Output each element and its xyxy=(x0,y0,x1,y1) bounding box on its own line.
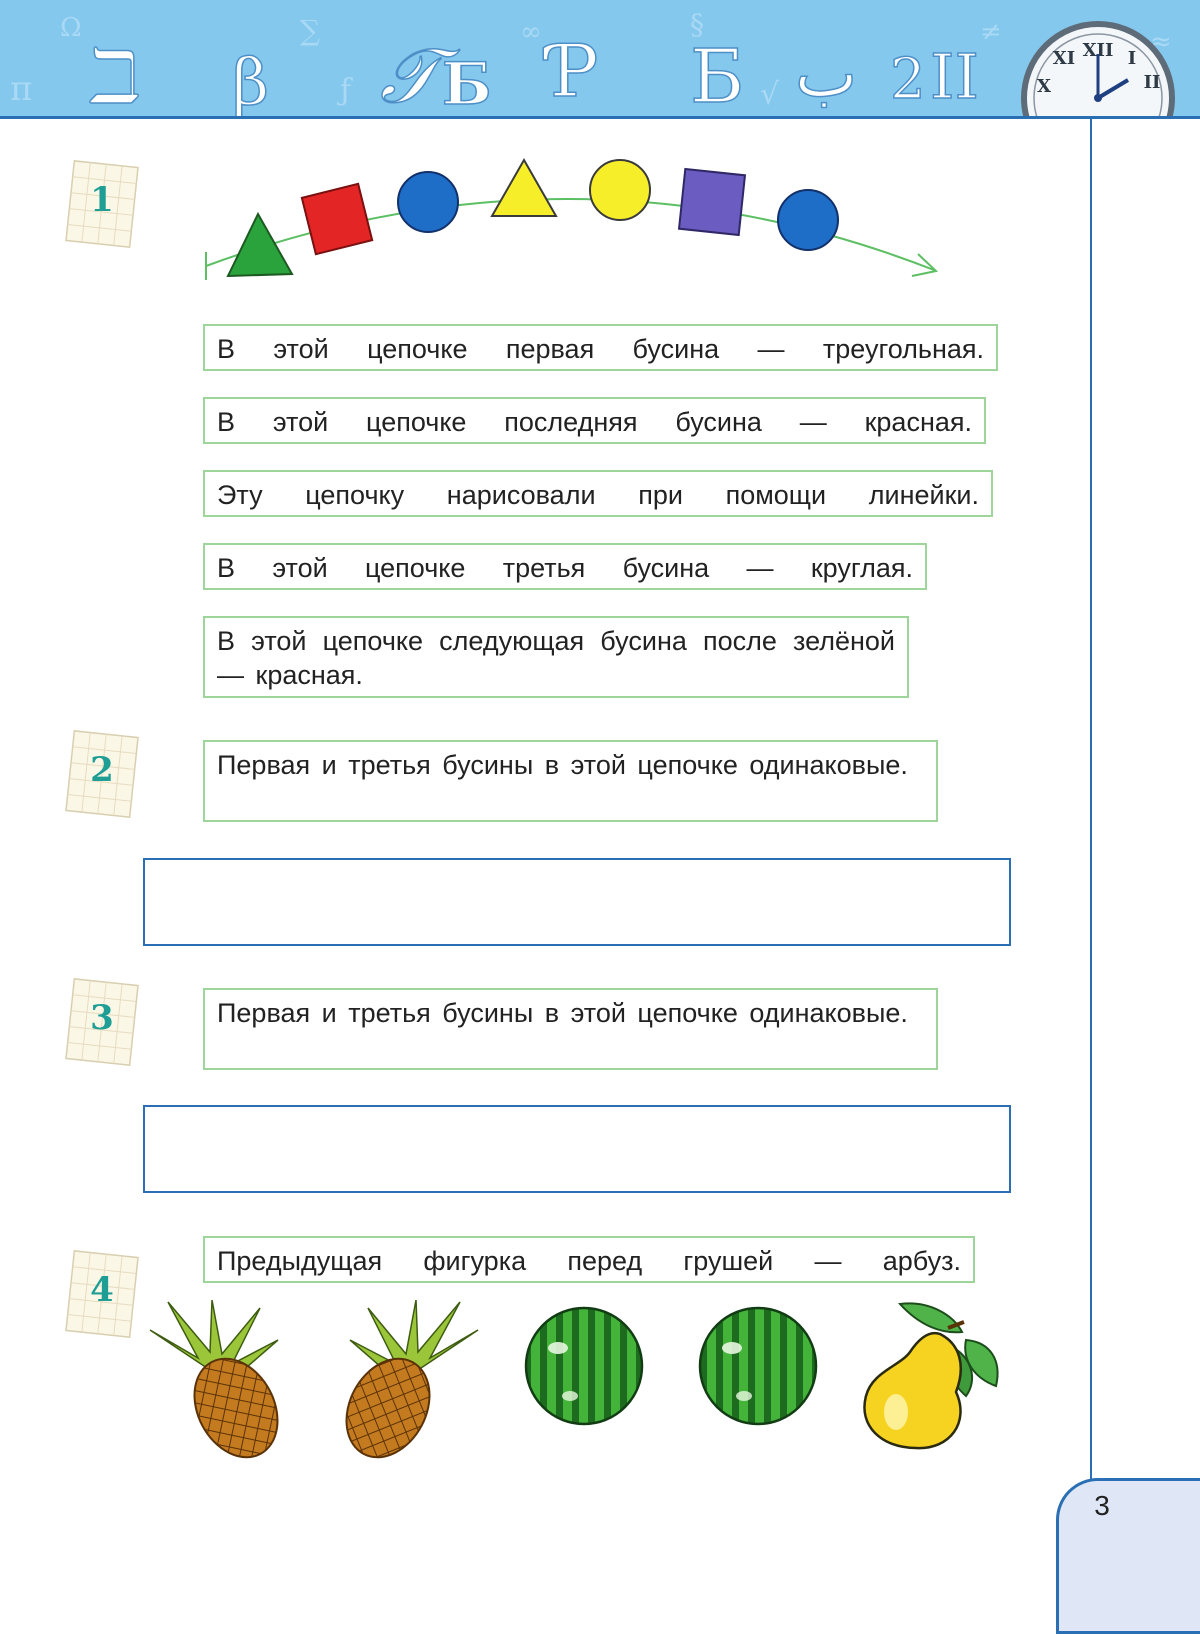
watermelon-icon xyxy=(526,1308,642,1424)
svg-text:√: √ xyxy=(760,77,780,112)
answer-box[interactable] xyxy=(143,858,1011,946)
statement-box: Предыдущая фигурка перед грушей — арбуз. xyxy=(203,1236,975,1283)
task-number-badge xyxy=(62,158,142,250)
bead-circle-yellow xyxy=(590,160,650,220)
clock-numeral: XI xyxy=(1052,48,1076,69)
header-glyph: 𝒯 xyxy=(380,31,439,116)
bead-square-red xyxy=(302,184,372,254)
svg-text:≠: ≠ xyxy=(980,17,1002,47)
svg-text:∑: ∑ xyxy=(300,14,320,47)
statement-box: В этой цепочке третья бусина — круглая. xyxy=(203,543,927,590)
pear-icon xyxy=(864,1303,997,1448)
task-number-badge xyxy=(62,976,142,1068)
statement-box: В этой цепочке первая бусина — треугольная. xyxy=(203,324,998,371)
statement-box: Первая и третья бусины в этой цепочке одинаковые. xyxy=(203,988,938,1070)
task-number-badge xyxy=(62,728,142,820)
task-number: 4 xyxy=(90,1270,114,1310)
fruit-row xyxy=(140,1300,1020,1470)
page-tab xyxy=(1056,1478,1200,1634)
svg-text:∞: ∞ xyxy=(520,17,542,47)
pineapple-icon xyxy=(330,1300,478,1470)
statement-box: Эту цепочку нарисовали при помощи линейки. xyxy=(203,470,993,517)
svg-text:Ω: Ω xyxy=(60,13,82,43)
statement-box: Первая и третья бусины в этой цепочке одинаковые. xyxy=(203,740,938,822)
header-banner xyxy=(0,0,1200,119)
header-glyph: ب xyxy=(795,35,858,112)
statement-box: В этой цепочке следующая бусина после зелёной — красная. xyxy=(203,616,909,698)
svg-text:ƒ: ƒ xyxy=(340,73,352,108)
clock-numeral: X xyxy=(1037,76,1051,97)
task-number: 1 xyxy=(90,180,114,220)
header-glyph: II xyxy=(930,40,979,113)
task-number: 3 xyxy=(90,998,114,1038)
pineapple-icon xyxy=(150,1300,294,1470)
clock-numeral: I xyxy=(1127,48,1137,69)
bead-square-purple xyxy=(679,169,745,235)
statement-box: В этой цепочке последняя бусина — красная. xyxy=(203,397,986,444)
svg-text:π: π xyxy=(10,69,33,109)
header-glyph: Ƥ xyxy=(550,29,599,113)
header-glyph: ℶ xyxy=(90,34,140,116)
bead-triangle-green xyxy=(228,214,292,276)
header-glyph: 2 xyxy=(890,47,926,112)
svg-text:≈: ≈ xyxy=(1150,27,1172,57)
clock-numeral: XII xyxy=(1082,40,1114,61)
task-number-badge xyxy=(62,1248,142,1340)
header-glyph: Б xyxy=(442,50,492,116)
watermelon-icon xyxy=(700,1308,816,1424)
svg-text:§: § xyxy=(690,8,704,41)
header-glyph: Ƃ xyxy=(690,34,745,116)
page-number: 3 xyxy=(1094,1490,1110,1521)
bead-circle-blue xyxy=(398,172,458,232)
task-number: 2 xyxy=(90,750,114,790)
header-glyph: β xyxy=(232,46,269,116)
answer-box[interactable] xyxy=(143,1105,1011,1193)
header-decoration xyxy=(0,0,1200,116)
clock-numeral: II xyxy=(1143,72,1161,93)
bead-circle-blue xyxy=(778,190,838,250)
bead-triangle-yellow xyxy=(492,160,556,216)
bead-chain xyxy=(196,150,956,290)
margin-line xyxy=(1090,116,1092,1600)
